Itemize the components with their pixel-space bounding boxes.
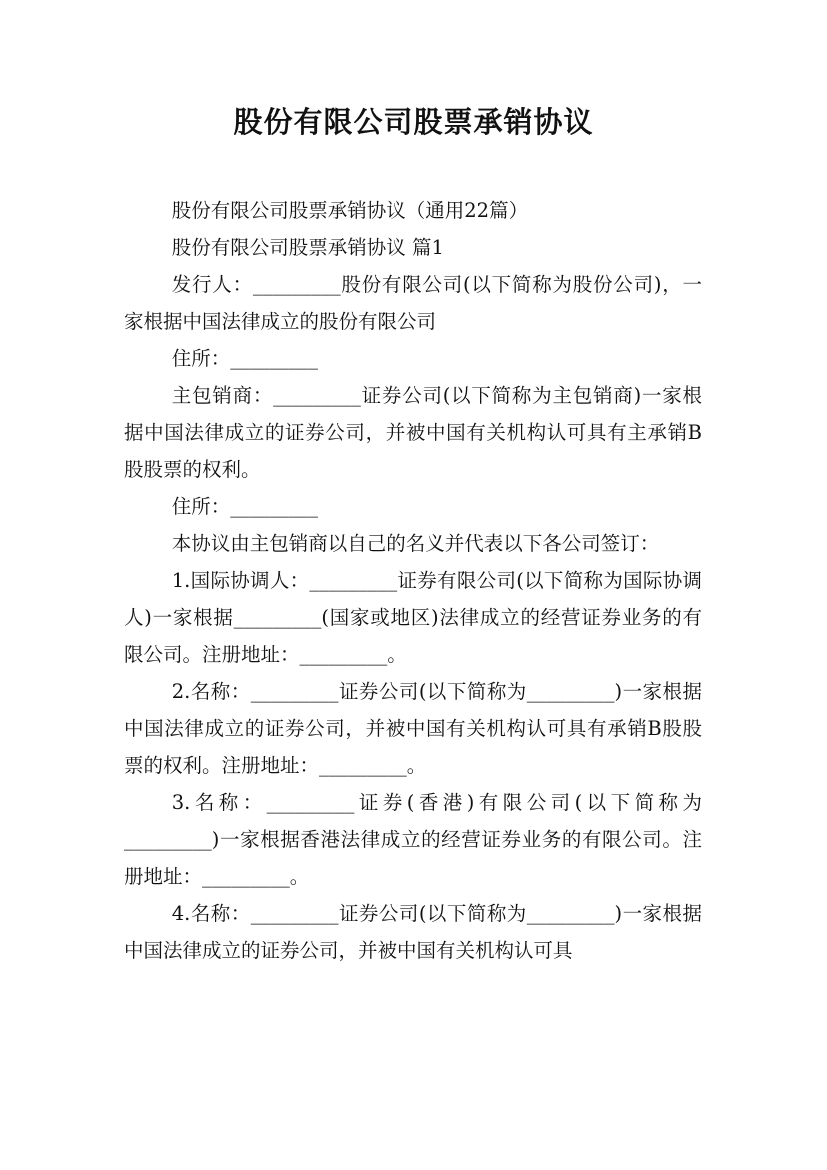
document-body <box>124 192 702 969</box>
issuer-address: 住所：_________ <box>171 347 319 370</box>
lead-underwriter-address: 住所：_________ <box>171 495 319 518</box>
clause-3-paragraph: 3.名称：_________证券(香港)有限公司(以下简称为_________)一家根据香港法律成立的经营证券业务的有限公司。注册地址：_________。 <box>124 791 702 888</box>
issuer-paragraph: 发行人：_________股份有限公司(以下简称为股份公司)，一家根据中国法律成立的股份有限公司 <box>124 273 702 333</box>
clause-1-paragraph: 1.国际协调人：_________证券有限公司(以下简称为国际协调人)一家根据_________(国家或地区)法律成立的经营证券业务的有限公司。注册地址：_________。 <box>124 569 702 666</box>
agreement-intro-paragraph: 本协议由主包销商以自己的名义并代表以下各公司签订： <box>171 532 660 555</box>
clause-4-paragraph: 4.名称：_________证券公司(以下简称为_________)一家根据中国法律成立的证券公司，并被中国有关机构认可具 <box>124 902 702 962</box>
lead-underwriter-paragraph: 主包销商：_________证券公司(以下简称为主包销商)一家根据中国法律成立的证券公司，并被中国有关机构认可具有主承销B股股票的权利。 <box>124 384 702 481</box>
section-heading: 股份有限公司股票承销协议 篇1 <box>171 236 444 259</box>
document-title: 股份有限公司股票承销协议 <box>233 105 594 139</box>
subtitle-paragraph: 股份有限公司股票承销协议（通用22篇） <box>171 199 529 222</box>
clause-2-paragraph: 2.名称：_________证券公司(以下简称为_________)一家根据中国法律成立的证券公司，并被中国有关机构认可具有承销B股股票的权利。注册地址：_________。 <box>124 680 702 777</box>
